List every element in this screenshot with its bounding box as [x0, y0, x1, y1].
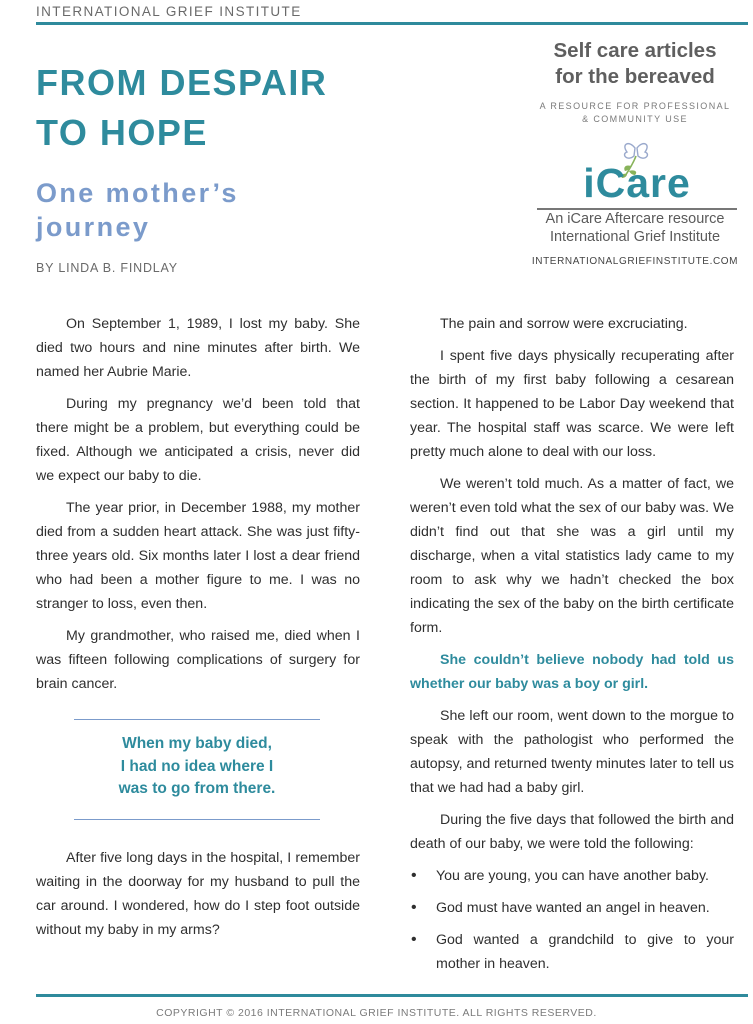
paragraph: My grandmother, who raised me, died when I was fifteen following complications of surgery for brain cancer. [36, 628, 360, 692]
comments-list [410, 864, 734, 976]
highlighted-quote: She couldn’t believe nobody had told us whether our baby was a boy or girl. [410, 652, 734, 692]
paragraph: During the five days that followed the birth and death of our baby, we were told the following: [410, 812, 734, 852]
sidebar-heading-line-1: Self care articles [553, 39, 717, 62]
sidebar-heading [520, 38, 750, 90]
author-byline: BY LINDA B. FINDLAY [36, 261, 178, 275]
resource-tagline [520, 100, 750, 126]
bottom-divider [36, 994, 748, 997]
pull-quote-line-3: was to go from there. [118, 780, 276, 797]
resource-tagline-line-2: & COMMUNITY USE [582, 114, 688, 124]
title-line-2: TO HOPE [36, 112, 208, 153]
right-column [410, 312, 734, 984]
sidebar-caption [520, 210, 750, 246]
list-item: • You are young, you can have another baby. [436, 864, 734, 888]
resource-tagline-line-1: A RESOURCE FOR PROFESSIONAL [539, 101, 731, 111]
top-divider [36, 22, 748, 25]
paragraph: The year prior, in December 1988, my mother died from a sudden heart attack. She was just fifty-three years old. Six months later I lost a dear friend who had been a mother figure to me. I was no stranger to loss, even then. [36, 500, 360, 612]
title-line-1: FROM DESPAIR [36, 62, 328, 103]
sidebar-caption-line-2: International Grief Institute [549, 229, 721, 245]
paragraph: We weren’t told much. As a matter of fact, we weren’t even told what the sex of our baby was. We didn’t find out that she was a girl until my discharge, when a vital statistics lady came to my room to ask why we hadn’t checked the box indicating the sex of the baby on the birth certificate form. [410, 476, 734, 636]
icare-logo [537, 140, 737, 212]
sidebar-caption-line-1: An iCare Aftercare resource [545, 211, 725, 227]
list-item: • God must have wanted an angel in heaven. [436, 896, 734, 920]
after-quote-block [36, 846, 360, 950]
paragraph: She left our room, went down to the morgue to speak with the pathologist who performed the autopsy, and returned twenty minutes later to tell us that we had had a baby girl. [410, 708, 734, 796]
organization-name: INTERNATIONAL GRIEF INSTITUTE [36, 4, 302, 19]
copyright-notice: COPYRIGHT © 2016 INTERNATIONAL GRIEF INSTITUTE. ALL RIGHTS RESERVED. [156, 1007, 597, 1019]
paragraph: During my pregnancy we’d been told that there might be a problem, but everything could be fixed. Although we anticipated a crisis, never did we expect our baby to die. [36, 396, 360, 484]
sidebar-heading-line-2: for the bereaved [555, 65, 715, 88]
page-title [36, 58, 327, 158]
pull-quote-line-2: I had no idea where I [120, 757, 274, 775]
logo-wordmark: iCare [583, 160, 691, 206]
list-item: • God wanted a grandchild to give to your mother in heaven. [436, 928, 734, 976]
website-link[interactable]: INTERNATIONALGRIEFINSTITUTE.COM [531, 256, 739, 267]
pull-quote-line-1: When my baby died, [122, 735, 272, 752]
paragraph: I spent five days physically recuperating after the birth of my first baby following a cesarean section. It happened to be Labor Day weekend that year. The hospital staff was scarce. We were left pretty much alone to deal with our loss. [410, 348, 734, 460]
page-subtitle: One mother’s journey [36, 178, 239, 242]
paragraph: On September 1, 1989, I lost my baby. She died two hours and nine minutes after birth. We named her Aubrie Marie. [36, 316, 360, 380]
paragraph: After five long days in the hospital, I remember waiting in the doorway for my husband to pull the car around. I wondered, how do I step foot outside without my baby in my arms? [36, 850, 360, 938]
paragraph: The pain and sorrow were excruciating. [440, 316, 688, 332]
pull-quote [74, 719, 320, 820]
